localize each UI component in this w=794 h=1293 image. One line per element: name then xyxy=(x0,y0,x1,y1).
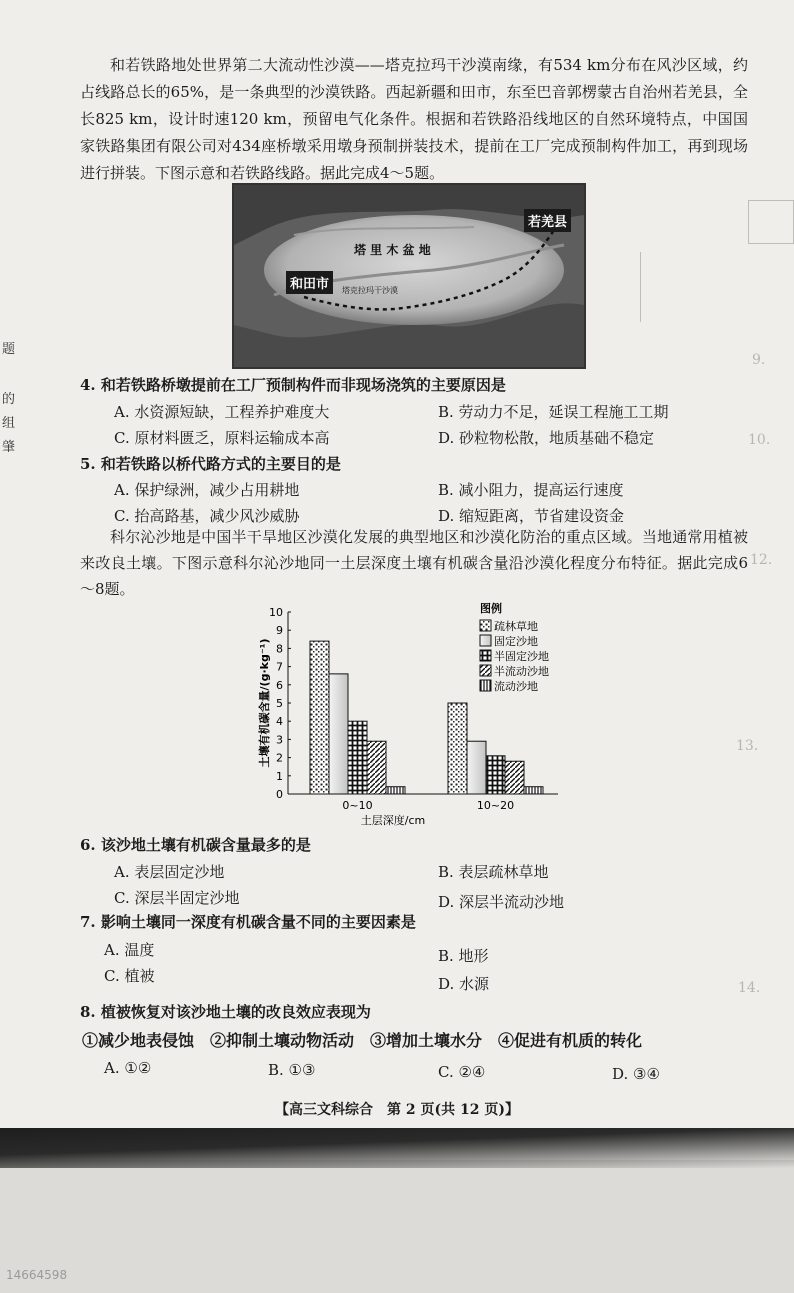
y-tick-label: 10 xyxy=(269,606,283,619)
y-tick-label: 7 xyxy=(276,660,283,674)
legend-label: 半固定沙地 xyxy=(494,650,549,663)
y-tick-label: 9 xyxy=(276,624,283,638)
legend-swatch xyxy=(480,635,491,646)
question-8: 8. 植被恢复对该沙地土壤的改良效应表现为 xyxy=(80,1003,371,1021)
q8-option-a: A. ①② xyxy=(104,1059,152,1077)
scan-background xyxy=(0,1160,794,1293)
q6-option-c: C. 深层半固定沙地 xyxy=(114,889,240,907)
legend-swatch xyxy=(480,665,491,676)
question-5: 5. 和若铁路以桥代路方式的主要目的是 xyxy=(80,455,341,473)
q8-option-d: D. ③④ xyxy=(612,1065,660,1083)
y-tick-label: 4 xyxy=(276,715,283,729)
y-axis-title: 土壤有机碳含量/(g·kg⁻¹) xyxy=(258,638,271,768)
legend-label: 半流动沙地 xyxy=(494,665,549,678)
margin-char-1: 题 xyxy=(2,342,16,357)
question-7: 7. 影响土壤同一深度有机碳含量不同的主要因素是 xyxy=(80,913,416,931)
basin-label: 塔 里 木 盆 地 xyxy=(354,243,431,257)
question-4: 4. 和若铁路桥墩提前在工厂预制构件而非现场浇筑的主要原因是 xyxy=(80,376,506,394)
y-tick-label: 6 xyxy=(276,678,283,692)
ghost-q9: 9. xyxy=(752,352,766,368)
bar-1-3 xyxy=(348,721,367,794)
margin-char-2: 的 xyxy=(2,392,16,407)
ruoqiang-label: 若羌县 xyxy=(524,209,571,232)
scan-id: 14664598 xyxy=(6,1268,68,1282)
bar-1-5 xyxy=(386,787,405,794)
ghost-table xyxy=(748,200,794,244)
bar-1-1 xyxy=(310,641,329,794)
y-tick-label: 1 xyxy=(276,769,283,783)
y-tick-label: 5 xyxy=(276,697,283,710)
legend-label: 疏林草地 xyxy=(494,620,538,633)
passage-intro-6-8: 科尔沁沙地是中国半干旱地区沙漠化发展的典型地区和沙漠化防治的重点区域。当地通常用植被来改良土壤。下图示意科尔沁沙地同一土层深度土壤有机碳含量沿沙漠化程度分布特征。据此完成6～8题。 xyxy=(80,528,748,598)
legend-swatch xyxy=(480,620,491,631)
passage-intro-4-5: 和若铁路地处世界第二大流动性沙漠——塔克拉玛干沙漠南缘，有534 km分布在风沙区域，约占线路总长的65%，是一条典型的沙漠铁路。西起新疆和田市，东至巴音郭楞蒙古自治州若羌县，全长825 km，设计时速120 km，预留电气化条件。根据和若铁路沿线地区的自然环境特点，中国国家铁路集团有限公司对434座桥墩采用墩身预制拼装技术，提前在工厂完成预制构件加工，再到现场进行拼装。下图示意和若铁路线路。据此完成4～5题。 xyxy=(80,56,748,182)
q8-option-b: B. ①③ xyxy=(268,1061,316,1079)
ghost-q14: 14. xyxy=(738,980,761,996)
legend-title: 图例 xyxy=(480,602,502,615)
margin-char-4: 肇 xyxy=(2,440,16,455)
legend-label: 固定沙地 xyxy=(494,635,538,648)
q5-option-c: C. 抬高路基，减少风沙威胁 xyxy=(114,507,300,525)
q7-option-b: B. 地形 xyxy=(438,947,489,965)
bar-1-4 xyxy=(367,741,386,794)
q4-option-d: D. 砂粒物松散，地质基础不稳定 xyxy=(438,429,655,447)
q6-option-a: A. 表层固定沙地 xyxy=(114,863,225,881)
y-tick-label: 2 xyxy=(276,751,283,765)
legend-label: 流动沙地 xyxy=(494,680,538,693)
question-6: 6. 该沙地土壤有机碳含量最多的是 xyxy=(80,836,311,854)
page-footer: 【高三文科综合 第 2 页(共 12 页)】 xyxy=(275,1102,519,1118)
q7-option-c: C. 植被 xyxy=(104,967,155,985)
q6-option-d: D. 深层半流动沙地 xyxy=(438,893,565,911)
x-tick-label: 10~20 xyxy=(476,799,515,812)
legend-swatch xyxy=(480,650,491,661)
legend-swatch xyxy=(480,680,491,691)
x-axis-title: 土层深度/cm xyxy=(360,814,426,827)
hotan-label: 和田市 xyxy=(286,271,333,294)
y-tick-label: 0 xyxy=(276,788,283,801)
q4-option-a: A. 水资源短缺，工程养护难度大 xyxy=(114,403,330,421)
q5-option-a: A. 保护绿洲，减少占用耕地 xyxy=(114,481,300,499)
q7-option-a: A. 温度 xyxy=(104,941,155,959)
ghost-q10: 10. xyxy=(748,432,771,448)
y-tick-label: 8 xyxy=(276,642,283,656)
ghost-q12: 12. xyxy=(750,552,773,568)
bar-2-1 xyxy=(448,703,467,794)
railway-map xyxy=(232,183,586,369)
bar-2-3 xyxy=(486,756,505,794)
bar-2-5 xyxy=(524,787,543,794)
desert-label: 塔克拉玛干沙漠 xyxy=(342,286,398,295)
margin-char-3: 组 xyxy=(2,416,16,431)
bar-2-2 xyxy=(467,741,486,794)
q6-option-b: B. 表层疏林草地 xyxy=(438,863,549,881)
q8-statements: ①减少地表侵蚀 ②抑制土壤动物活动 ③增加土壤水分 ④促进有机质的转化 xyxy=(82,1031,643,1050)
bar-1-2 xyxy=(329,674,348,794)
ghost-figure xyxy=(640,252,711,322)
y-tick-label: 3 xyxy=(276,733,283,747)
bar-2-4 xyxy=(505,761,524,794)
q4-option-b: B. 劳动力不足，延误工程施工工期 xyxy=(438,403,669,421)
organic-carbon-chart xyxy=(240,598,580,828)
ghost-q13: 13. xyxy=(736,738,759,754)
q7-option-d: D. 水源 xyxy=(438,975,490,993)
q5-option-b: B. 减小阻力，提高运行速度 xyxy=(438,481,624,499)
q8-option-c: C. ②④ xyxy=(438,1063,486,1081)
x-tick-label: 0~10 xyxy=(342,799,373,812)
q4-option-c: C. 原材料匮乏，原料运输成本高 xyxy=(114,429,330,447)
q5-option-d: D. 缩短距离，节省建设资金 xyxy=(438,507,625,525)
page-edge-shadow xyxy=(0,1128,794,1168)
